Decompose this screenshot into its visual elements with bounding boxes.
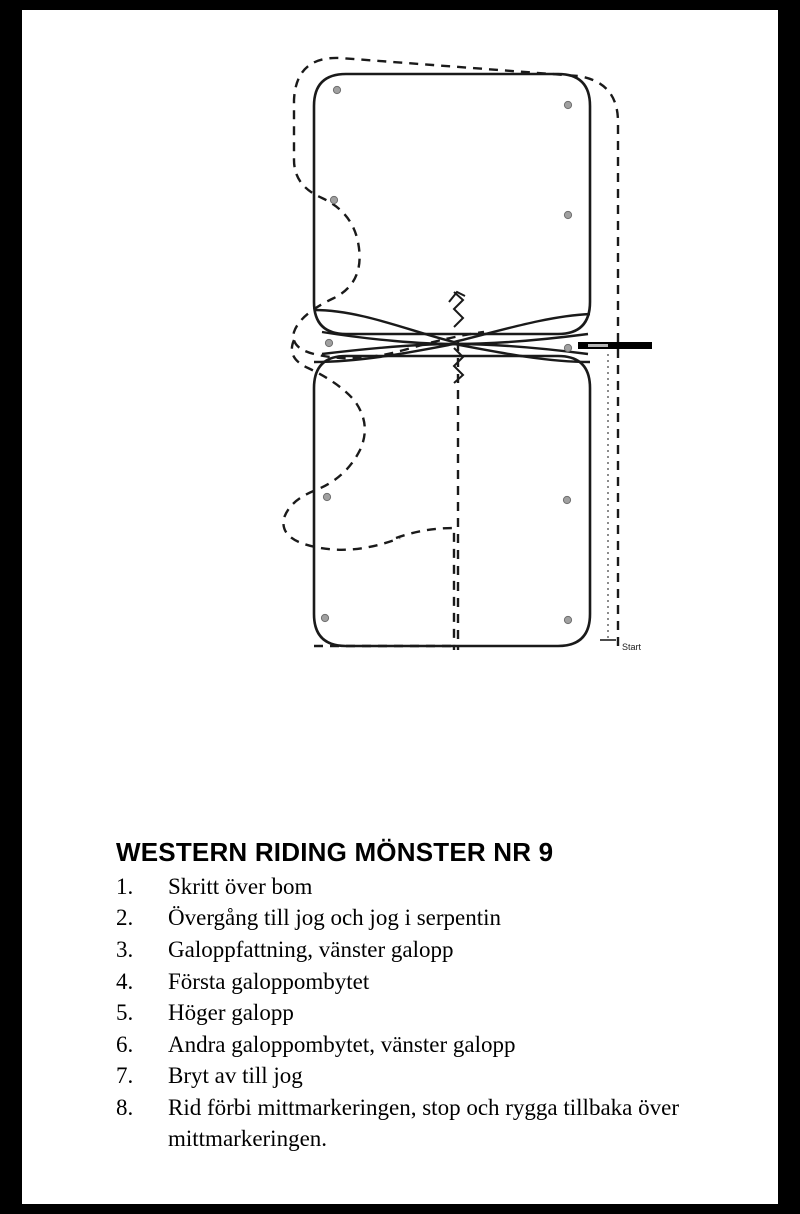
center-crossing-lines <box>314 310 590 362</box>
rider-path-dashed <box>283 58 618 650</box>
step-text: Höger galopp <box>168 1000 294 1026</box>
list-item <box>116 998 756 1029</box>
upper-arena-box <box>314 74 590 334</box>
steps-list <box>116 872 756 1154</box>
cone-icon <box>564 344 571 351</box>
cone-icon <box>321 614 328 621</box>
start-label: Start <box>622 642 642 652</box>
pattern-diagram <box>22 10 778 670</box>
step-number: 4. <box>116 968 134 994</box>
start-marker <box>578 342 652 349</box>
lower-arena-box <box>314 356 590 646</box>
cone-icon <box>564 101 571 108</box>
cone-icon <box>330 196 337 203</box>
list-item <box>116 935 756 966</box>
list-item <box>116 967 756 998</box>
list-item <box>116 1093 756 1154</box>
step-text: Skritt över bom <box>168 873 313 899</box>
caption-block <box>116 838 756 1155</box>
step-number: 8. <box>116 1094 134 1120</box>
step-number: 6. <box>116 1031 134 1057</box>
step-number: 1. <box>116 873 134 899</box>
step-text: Första galoppombytet <box>168 968 370 994</box>
cone-icon <box>325 339 332 346</box>
step-number: 3. <box>116 937 134 963</box>
cone-icon <box>563 496 570 503</box>
step-text: Övergång till jog och jog i serpentin <box>168 905 502 931</box>
step-text: Galoppfattning, vänster galopp <box>168 937 454 963</box>
list-item <box>116 1030 756 1061</box>
cone-icon <box>333 86 340 93</box>
step-text: Andra galoppombytet, vänster galopp <box>168 1031 516 1057</box>
step-text: Bryt av till jog <box>168 1063 303 1089</box>
list-item <box>116 1061 756 1092</box>
list-item <box>116 872 756 903</box>
cone-icon <box>564 211 571 218</box>
step-number: 7. <box>116 1063 134 1089</box>
document-sheet <box>22 10 778 1204</box>
step-number: 5. <box>116 1000 134 1026</box>
step-number: 2. <box>116 905 134 931</box>
step-text: Rid förbi mittmarkeringen, stop och rygga tillbaka över mittmarkeringen. <box>168 1094 679 1151</box>
page-title: WESTERN RIDING MÖNSTER NR 9 <box>116 837 554 867</box>
list-item <box>116 903 756 934</box>
cone-icon <box>323 493 330 500</box>
cone-icon <box>564 616 571 623</box>
